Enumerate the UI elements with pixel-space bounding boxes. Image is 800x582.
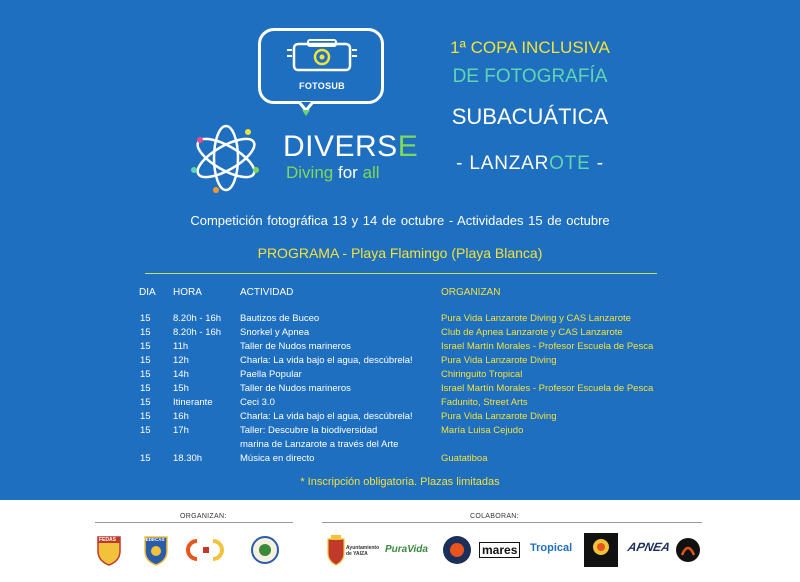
cell-actividad: marina de Lanzarote a través del Arte [240, 439, 399, 450]
atom-logo-icon [186, 118, 266, 198]
abyssal-logo-icon [441, 533, 473, 567]
ayto-text-1: Ayuntamiento [346, 545, 380, 551]
table-row [0, 327, 800, 341]
fedecas-text: FEDECAS [143, 537, 165, 542]
cell-actividad: Taller: Descubre la biodiversidad [240, 425, 378, 436]
cell-organizan: Fadunito, Street Arts [441, 397, 528, 408]
tropical-logo: Tropical [530, 542, 573, 554]
cell-organizan: Chiringuito Tropical [441, 369, 523, 380]
cell-organizan: Israel Martín Morales - Profesor Escuela de Pesca [441, 383, 654, 394]
ayto-text-2: de YAIZA [346, 551, 368, 557]
for-word: for [337, 163, 358, 182]
cell-organizan: Pura Vida Lanzarote Diving [441, 411, 557, 422]
header-actividad: ACTIVIDAD [240, 287, 294, 298]
diverse-wordmark [283, 130, 418, 164]
divider-line [145, 273, 657, 274]
table-row [0, 439, 800, 453]
cell-dia: 15 [140, 425, 151, 436]
cell-actividad: Música en directo [240, 453, 315, 464]
cell-actividad: Ceci 3.0 [240, 397, 275, 408]
location-title [430, 153, 630, 175]
cell-actividad: Charla: La vida bajo el agua, descúbrela! [240, 355, 413, 366]
cell-actividad: Taller de Nudos marineros [240, 383, 351, 394]
cell-hora: 17h [173, 425, 189, 436]
organizan-divider [95, 522, 293, 523]
cell-dia: 15 [140, 313, 151, 324]
puravida-logo: PuraVida [385, 544, 428, 555]
header-hora: HORA [173, 287, 202, 298]
cell-actividad: Taller de Nudos marineros [240, 341, 351, 352]
cell-organizan: María Luisa Cejudo [441, 425, 524, 436]
fotosub-label: FOTOSUB [299, 81, 345, 91]
title-line-1: 1ª COPA INCLUSIVA [450, 38, 610, 57]
programa-heading: PROGRAMA - Playa Flamingo (Playa Blanca) [257, 245, 543, 261]
table-row [0, 341, 800, 355]
guatatiboa-logo-icon [584, 533, 618, 567]
title-line-3: SUBACUÁTICA [451, 104, 609, 129]
cell-hora: 16h [173, 411, 189, 422]
registration-note: * Inscripción obligatoria. Plazas limitadas [300, 476, 500, 488]
csd-logo-icon [183, 533, 231, 567]
cell-hora: 12h [173, 355, 189, 366]
camera-icon [284, 36, 360, 78]
apnea-logo: APNEA [626, 540, 672, 554]
cell-hora: 15h [173, 383, 189, 394]
cell-organizan: Pura Vida Lanzarote Diving y CAS Lanzarote [441, 313, 631, 324]
mares-logo: mares [479, 542, 520, 558]
header-dia: DIA [139, 287, 156, 298]
cell-hora: 8.20h - 16h [173, 313, 222, 324]
cell-actividad: Paella Popular [240, 369, 302, 380]
table-row [0, 453, 800, 467]
cell-dia: 15 [140, 327, 151, 338]
colaboran-label: COLABORAN: [470, 513, 519, 520]
table-row [0, 383, 800, 397]
location-accent: OTE [549, 153, 591, 174]
cell-dia: 15 [140, 341, 151, 352]
cell-organizan: Israel Martín Morales - Profesor Escuela de Pesca [441, 341, 654, 352]
table-row [0, 397, 800, 411]
diving-word: Diving [286, 163, 334, 182]
cell-dia: 15 [140, 369, 151, 380]
colaboran-divider [322, 522, 702, 523]
location-post: - [590, 153, 604, 174]
all-word: all [362, 163, 380, 182]
cell-dia: 15 [140, 383, 151, 394]
diving-for-all [286, 163, 380, 183]
cell-dia: 15 [140, 397, 151, 408]
table-row [0, 313, 800, 327]
cell-hora: 11h [173, 341, 189, 352]
cell-organizan: Club de Apnea Lanzarote y CAS Lanzarote [441, 327, 623, 338]
cell-organizan: Pura Vida Lanzarote Diving [441, 355, 557, 366]
yaiza-crest-icon [326, 533, 346, 567]
street-arts-logo-icon [674, 533, 702, 567]
cell-hora: 8.20h - 16h [173, 327, 222, 338]
table-row [0, 369, 800, 383]
cell-dia: 15 [140, 453, 151, 464]
cell-hora: Itinerante [173, 397, 213, 408]
header-organizan: ORGANIZAN [441, 287, 501, 298]
green-pointer [302, 110, 310, 116]
table-row [0, 355, 800, 369]
table-row [0, 425, 800, 439]
cell-actividad: Bautizos de Buceo [240, 313, 320, 324]
cell-actividad: Snorkel y Apnea [240, 327, 310, 338]
event-dates: Competición fotográfica 13 y 14 de octubre - Actividades 15 de octubre [190, 213, 610, 228]
diverse-accent: E [397, 130, 419, 163]
cas-lanzarote-logo-icon [250, 533, 280, 567]
cell-dia: 15 [140, 411, 151, 422]
title-line-2: DE FOTOGRAFÍA [452, 66, 608, 87]
fedas-text: FEDAS [99, 537, 116, 543]
cell-hora: 18.30h [173, 453, 203, 464]
cell-dia: 15 [140, 355, 151, 366]
cell-hora: 14h [173, 369, 189, 380]
location-pre: - LANZAR [456, 153, 550, 174]
table-row [0, 411, 800, 425]
organizan-label: ORGANIZAN: [180, 513, 227, 520]
cell-organizan: Guatatiboa [441, 453, 488, 464]
diverse-text: DIVERS [283, 130, 398, 163]
cell-actividad: Charla: La vida bajo el agua, descúbrela! [240, 411, 413, 422]
